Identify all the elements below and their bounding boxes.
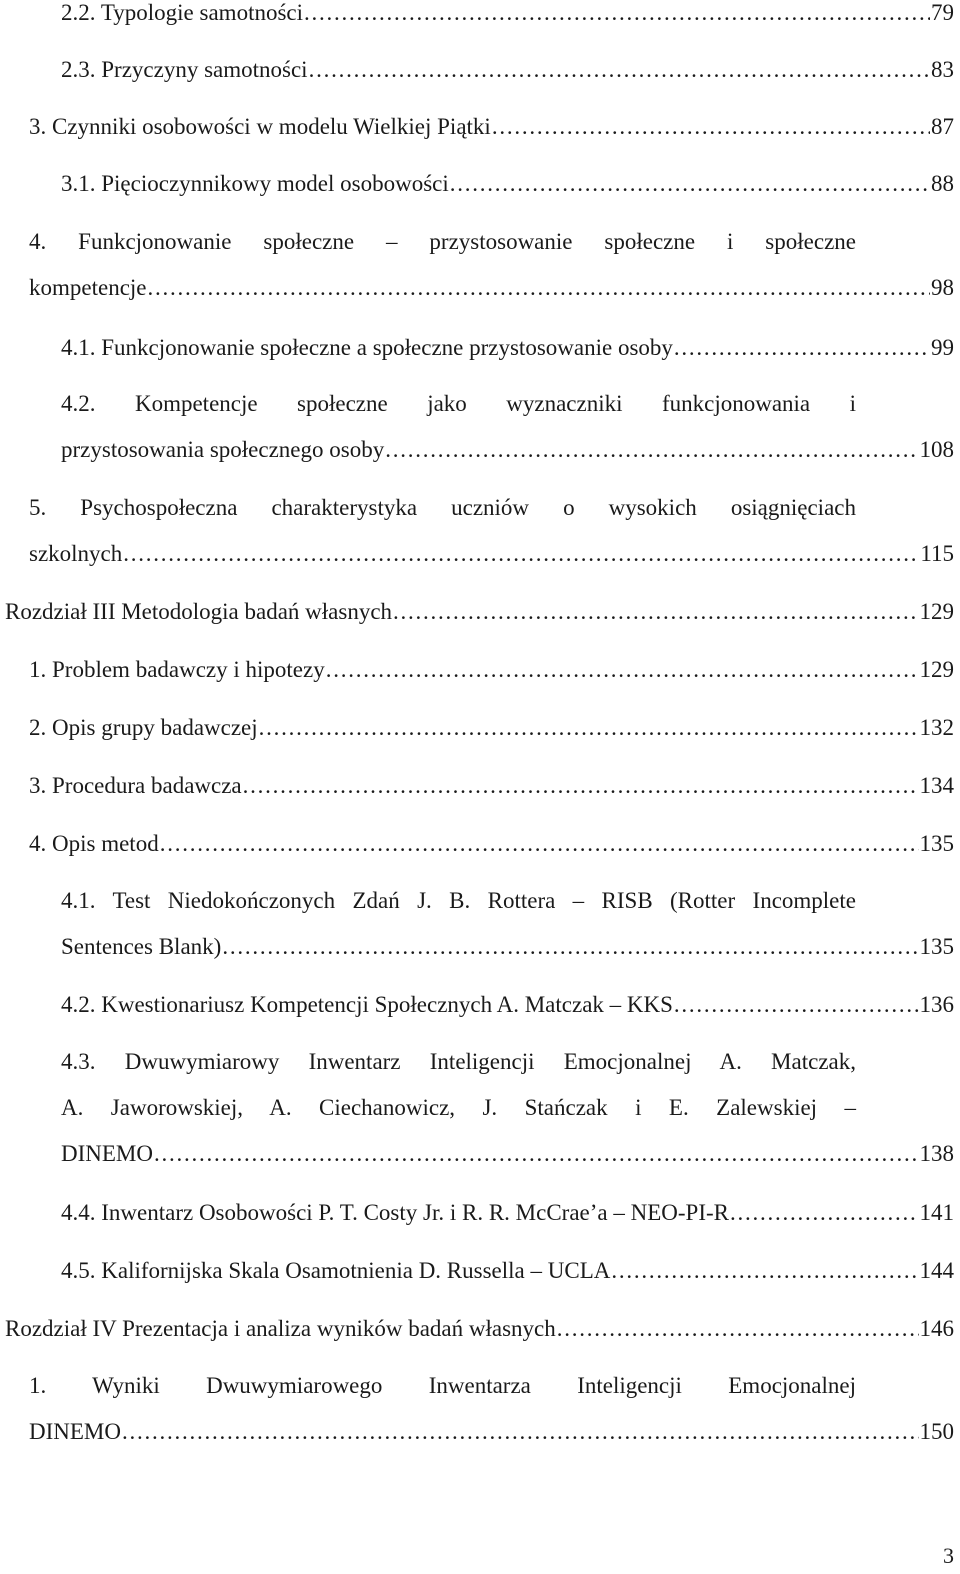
dot-leader — [154, 1139, 919, 1169]
dot-leader — [304, 0, 930, 28]
toc-entry-title-line: 4.1. Test Niedokończonych Zdań J. B. Rottera – RISB (Rotter Incomplete — [61, 888, 856, 913]
toc-entry — [61, 1198, 954, 1228]
toc-page-number: 138 — [919, 1141, 954, 1166]
toc-entry-title-line: przystosowania społecznego osoby — [61, 437, 385, 462]
toc-page-number: 129 — [919, 657, 954, 682]
toc-entry-title: 2.3. Przyczyny samotności — [61, 57, 308, 82]
toc-entry — [61, 389, 954, 465]
toc-entry-title: 3. Procedura badawcza — [29, 773, 242, 798]
toc-entry — [29, 771, 954, 801]
toc-page-number: 150 — [919, 1419, 954, 1444]
toc-page-number: 135 — [919, 934, 954, 959]
toc-entry — [29, 829, 954, 859]
toc-entry-title: 2. Opis grupy badawczej — [29, 715, 258, 740]
toc-entry-title: 4.2. Kwestionariusz Kompetencji Społecznych A. Matczak – KKS — [61, 992, 673, 1017]
toc-page-number: 144 — [919, 1258, 954, 1283]
toc-entry — [29, 493, 954, 569]
toc-page-number: 132 — [919, 715, 954, 740]
toc-entry-title: Rozdział IV Prezentacja i analiza wyników badań własnych — [5, 1316, 556, 1341]
toc-entry-title-line: 4.2. Kompetencje społeczne jako wyznaczniki funkcjonowania i — [61, 391, 856, 416]
dot-leader — [611, 1256, 918, 1286]
dot-leader — [450, 169, 930, 199]
toc-entry — [29, 1371, 954, 1447]
toc-page-number: 83 — [931, 57, 954, 82]
toc-entry — [29, 227, 954, 303]
toc-page-number: 136 — [919, 992, 954, 1017]
toc-page-number: 141 — [919, 1200, 954, 1225]
toc-entry-title: 3. Czynniki osobowości w modelu Wielkiej Piątki — [29, 114, 491, 139]
dot-leader — [243, 771, 919, 801]
dot-leader — [492, 112, 930, 142]
toc-entry-title: 4.5. Kalifornijska Skala Osamotnienia D. Russella – UCLA — [61, 1258, 611, 1283]
toc-page-number: 108 — [919, 437, 954, 462]
toc-entry-title-line: 4. Funkcjonowanie społeczne – przystosowanie społeczne i społeczne — [29, 229, 856, 254]
toc-entry-title-line: DINEMO — [61, 1141, 153, 1166]
dot-leader — [326, 655, 919, 685]
toc-page-number: 98 — [931, 275, 954, 300]
toc-page-number: 134 — [919, 773, 954, 798]
toc-entry — [5, 1314, 954, 1344]
dot-leader — [674, 333, 930, 363]
toc-entry — [29, 713, 954, 743]
toc-entry — [61, 1047, 954, 1169]
dot-leader — [160, 829, 919, 859]
dot-leader — [557, 1314, 919, 1344]
dot-leader — [148, 273, 930, 303]
page-footer-number: 3 — [943, 1543, 954, 1568]
dot-leader — [309, 55, 930, 85]
toc-entry — [61, 0, 954, 28]
dot-leader — [259, 713, 919, 743]
dot-leader — [730, 1198, 919, 1228]
toc-entry — [61, 333, 954, 363]
toc-entry-title: 1. Problem badawczy i hipotezy — [29, 657, 325, 682]
toc-entry — [61, 169, 954, 199]
dot-leader — [222, 932, 918, 962]
toc-entry-title-line: szkolnych — [29, 541, 123, 566]
toc-entry-title-line: Sentences Blank) — [61, 934, 222, 959]
toc-entry-title: 3.1. Pięcioczynnikowy model osobowości — [61, 171, 449, 196]
dot-leader — [674, 990, 919, 1020]
toc-page-number: 146 — [919, 1316, 954, 1341]
toc-entry — [61, 55, 954, 85]
toc-entry-title: 4. Opis metod — [29, 831, 159, 856]
toc-entry-title-line: DINEMO — [29, 1419, 121, 1444]
dot-leader — [123, 539, 919, 569]
toc-entry — [61, 886, 954, 962]
toc-entry — [29, 112, 954, 142]
toc-page-number: 129 — [919, 599, 954, 624]
dot-leader — [393, 597, 918, 627]
toc-entry-title-line: 4.3. Dwuwymiarowy Inwentarz Inteligencji Emocjonalnej A. Matczak, — [61, 1049, 856, 1074]
dot-leader — [385, 435, 918, 465]
toc-page-number: 99 — [931, 335, 954, 360]
toc-page-number: 88 — [931, 171, 954, 196]
toc-entry — [29, 655, 954, 685]
toc-entry-title-line: 5. Psychospołeczna charakterystyka uczniów o wysokich osiągnięciach — [29, 495, 856, 520]
toc-entry-title: 4.1. Funkcjonowanie społeczne a społeczne przystosowanie osoby — [61, 335, 673, 360]
toc-page-number: 87 — [931, 114, 954, 139]
toc-entry-title-line: 1. Wyniki Dwuwymiarowego Inwentarza Inteligencji Emocjonalnej — [29, 1373, 856, 1398]
toc-entry-title: 4.4. Inwentarz Osobowości P. T. Costy Jr. i R. R. McCrae’a – NEO-PI-R — [61, 1200, 729, 1225]
dot-leader — [122, 1417, 919, 1447]
toc-entry — [61, 990, 954, 1020]
toc-entry-title: Rozdział III Metodologia badań własnych — [5, 599, 393, 624]
toc-page-number: 115 — [920, 541, 954, 566]
toc-entry-title: 2.2. Typologie samotności — [61, 0, 304, 25]
toc-entry — [5, 597, 954, 627]
toc-page-number: 135 — [919, 831, 954, 856]
toc-entry-title-line: kompetencje — [29, 275, 147, 300]
toc-entry-title-line: A. Jaworowskiej, A. Ciechanowicz, J. Stańczak i E. Zalewskiej – — [61, 1095, 856, 1120]
toc-entry — [61, 1256, 954, 1286]
toc-page-number: 79 — [931, 0, 954, 25]
